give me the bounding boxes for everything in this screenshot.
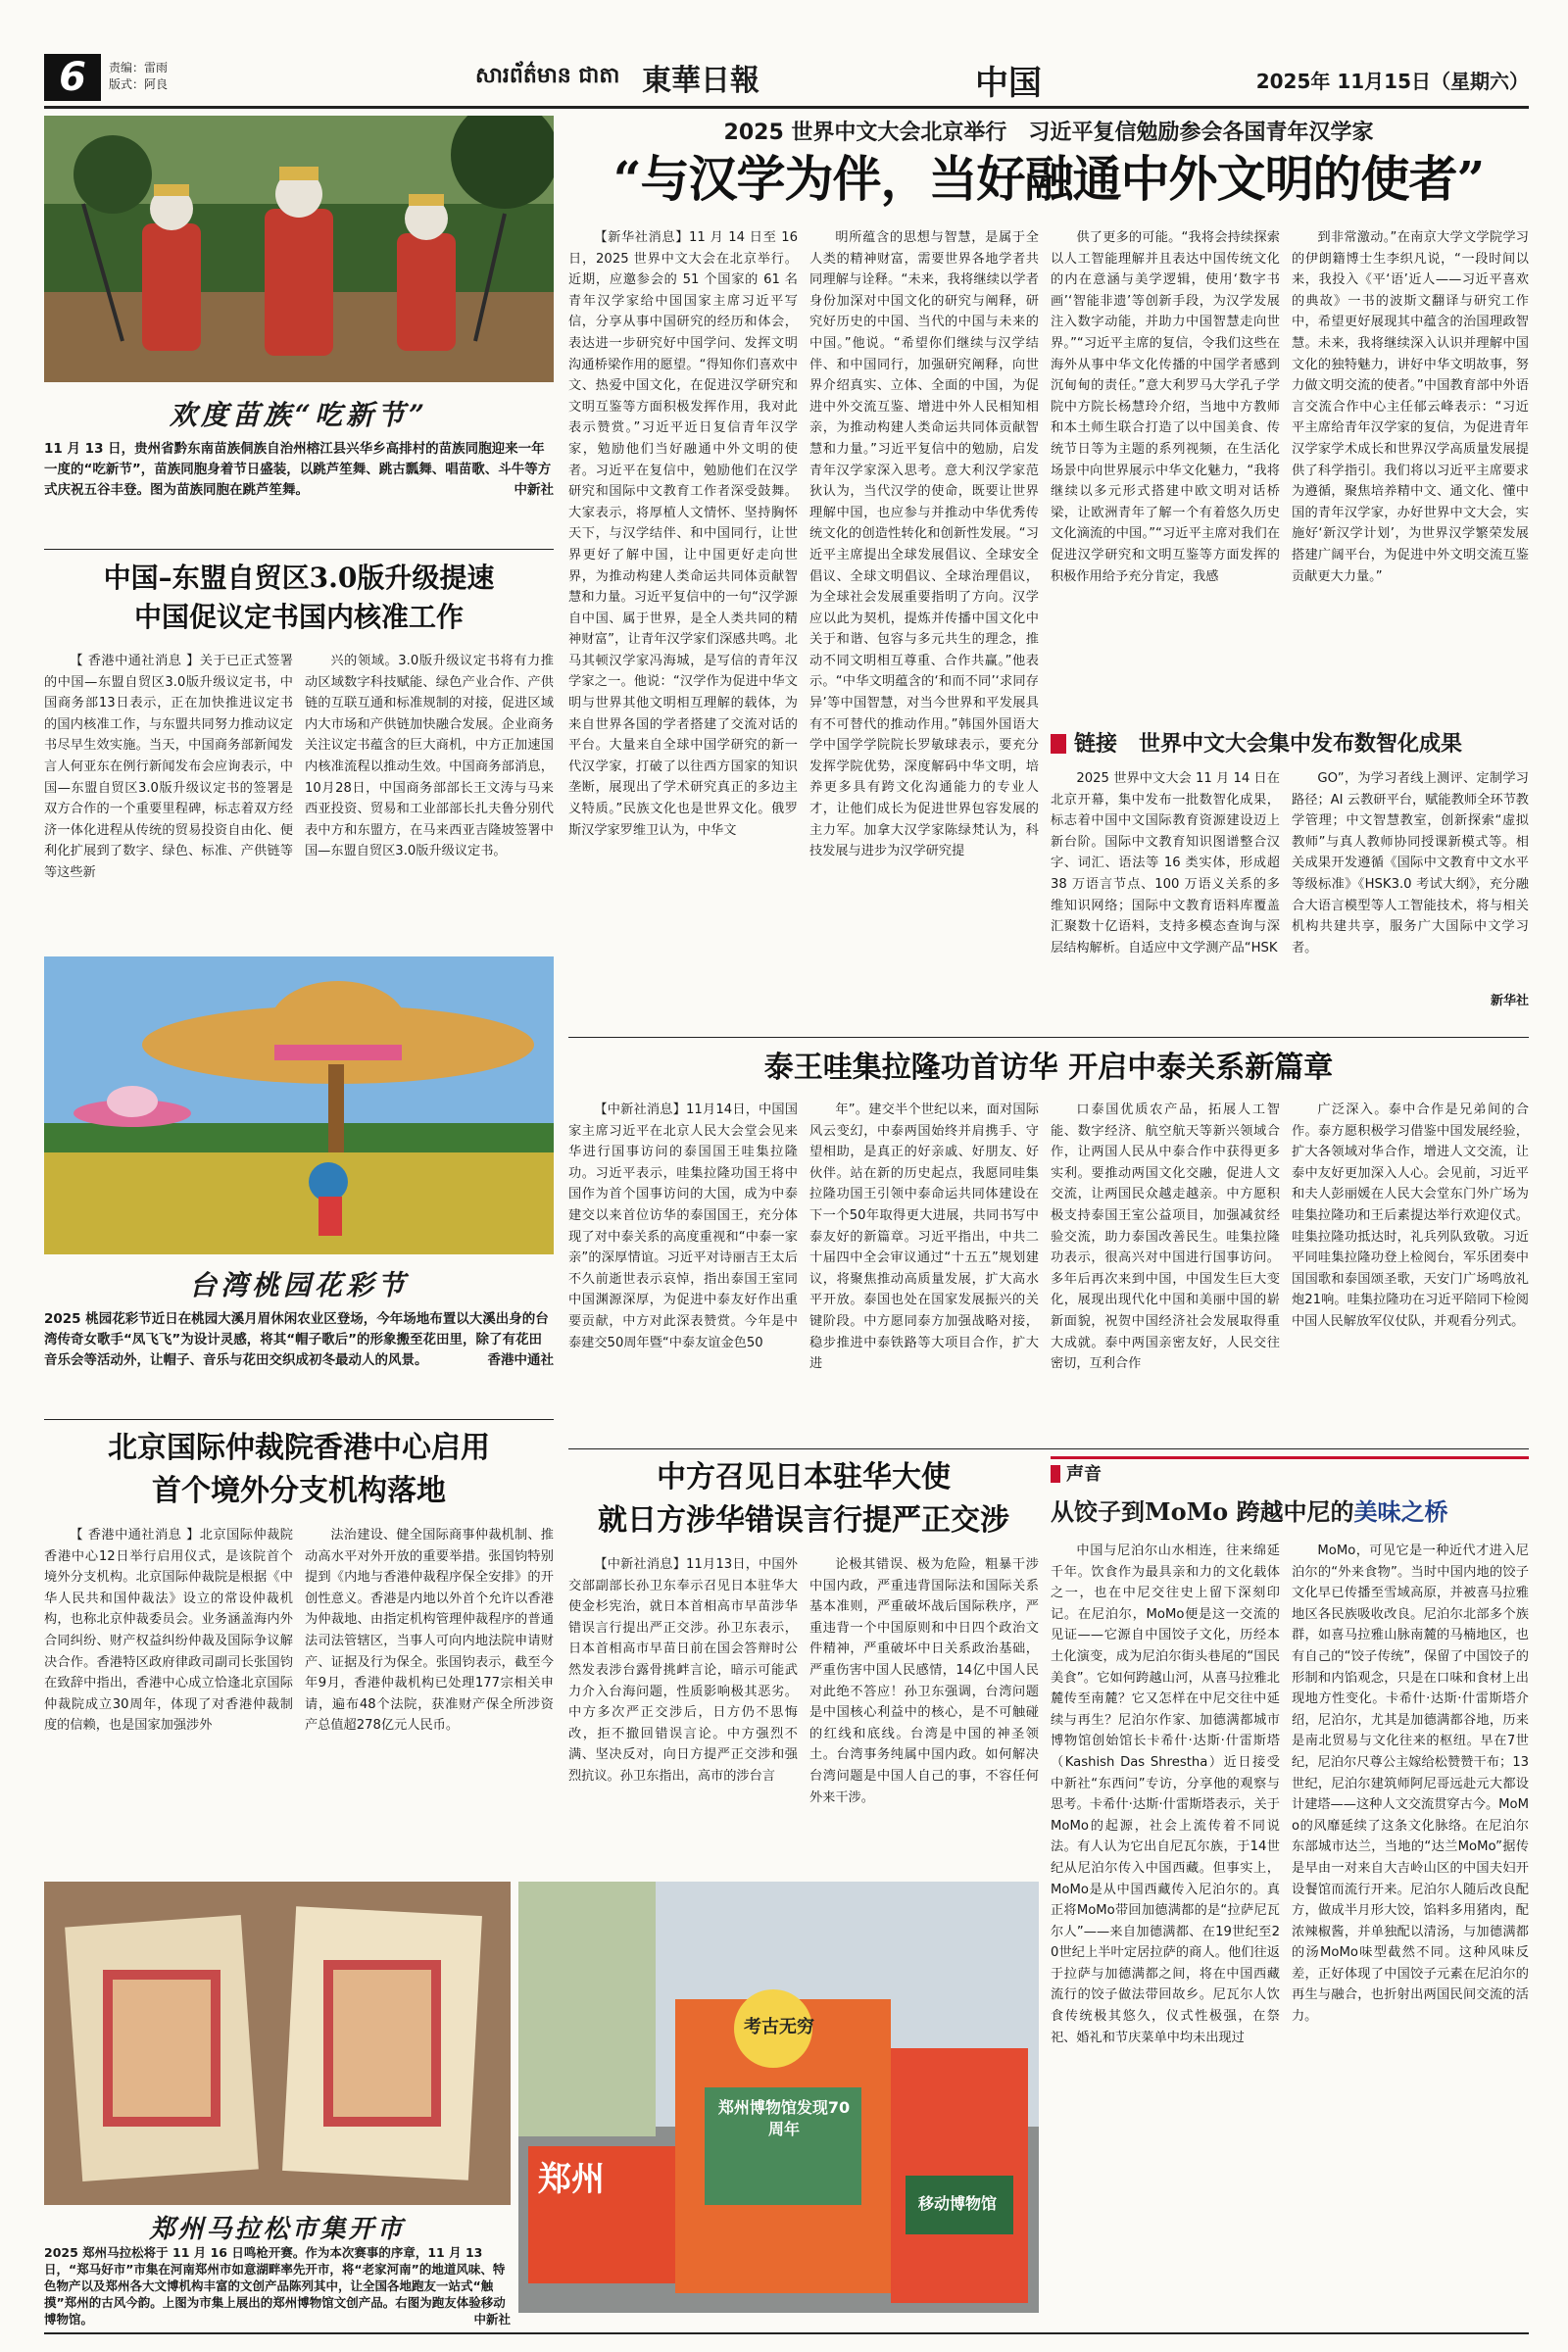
- thailand-col2: 年”。建交半个世纪以来，面对国际风云变幻，中泰两国始终并肩携手、守望相助，是真正的好亲戚、好朋友、好伙伴。站在新的历史起点，我愿同哇集拉隆功国王引领中泰命运共同体建设在下一个50年取得更大进展，共同书写中泰友好的新篇章。习近平指出，中共二十届四中全会审议通过“十五五”规划建议，将聚焦推动高质量发展，扩大高水平开放。泰国也处在国家发展振兴的关键阶段。中方愿同泰方加强战略对接，稳步推进中泰铁路等大项目合作，扩大进: [809, 1102, 1039, 1372]
- taiwan-credit: 香港中通社: [487, 1352, 554, 1368]
- lead-col4: 到非常激动。”在南京大学文学院学习的伊朗籍博士生李织凡说，“一段时间以来，我投入《平‘语’近人——习近平喜欢的典故》一书的波斯文翻译与研究工作中，希望更好展现其中蕴含的治国理政智慧。未来，我将继续深入认识并理解中国文化的独特魅力，讲好中华文明故事，努力做文明交流的使者。”中国教育部中外语言交流合作中心主任郁云峰表示：“习近平主席给青年汉学家的复信，为促进青年汉学家学术成长和世界汉学高质量发展提供了科学指引。我们将以习近平主席要求为遵循，聚焦培养精中文、通文化、懂中国的青年汉学家，办好世界中文大会，实施好‘新汉学计划’，为世界汉学繁荣发展搭建广阔平台，为促进中外文明交流互鉴贡献更大力量。”: [1292, 230, 1529, 584]
- voice-headline: 从饺子到MoMo 跨越中尼的美味之桥: [1051, 1497, 1448, 1526]
- taiwan-caption: 2025 桃园花彩节近日在桃园大溪月眉休闲农业区登场，今年场地布置以大溪出身的台湾传奇女歌手“凤飞飞”为设计灵感，将其“帽子歌后”的形象搬至花田里，除了有花田音乐会等活动外，让帽子、音乐与花田交织成初冬最动人的风景。 香港中通社: [44, 1309, 554, 1413]
- link-marker: [1051, 734, 1066, 754]
- thailand-col1: 【中新社消息】11月14日，中国国家主席习近平在北京人民大会堂会见来华进行国事访问的泰国国王哇集拉隆功。习近平表示，哇集拉隆功国王将中国作为首个国事访问的大国，成为中泰建交以来首位访华的泰国国王，充分体现了对中泰关系的高度重视和“中泰一家亲”的深厚情谊。习近平对诗丽吉王太后不久前逝世表示哀悼，指出泰国王室同中国渊源深厚，为促进中泰友好作出重要贡献，中方对此深表赞赏。今年是中泰建交50周年暨“中泰友谊金色50: [568, 1102, 798, 1350]
- voice-section-label: 声音: [1051, 1456, 1529, 1489]
- taiwan-title: 台湾桃园花彩节: [188, 1269, 409, 1301]
- masthead: [44, 54, 1529, 105]
- voice-col2: MoMo，可见它是一种近代才进入尼泊尔的“外来食物”。当时中国内地的饺子文化早已传播至雪域高原，并被喜马拉雅地区各民族吸收改良。尼泊尔北部多个族群，如喜马拉雅山脉南麓的马楠地区，也有自己的“饺子传统”，保留了中国饺子的形制和内馅观念，只是在口味和食材上出现地方性变化。卡希什·达斯·什雷斯塔介绍，尼泊尔，尤其是加德满都谷地，历来是南北贸易与文化往来的枢纽。早在7世纪，尼泊尔尺尊公主嫁给松赞赞干布；13世纪，尼泊尔建筑师阿尼哥远赴元大都设计建塔——这种人文交流贯穿古今。MoMo的风靡延续了这条文化脉络。在尼泊尔东部城市达兰，当地的“达兰MoMo”据传是早由一对来自大吉岭山区的中国夫妇开设餐馆而流行开来。尼泊尔人随后改良配方，做成半月形大饺，馅料多用猪肉，配浓辣椒酱，并单独配以清汤，与加德满都的汤MoMo味型截然不同。这种风味反差，正好体现了中国饺子元素在尼泊尔的再生与融合，也折射出两国民间交流的活力。: [1292, 1544, 1529, 2025]
- link-col2: GO”，为学习者线上测评、定制学习路径；AI 云教研平台，赋能教师全环节教学管理；中文智慧教室，创新探索“虚拟教师”与真人教师协同授课新模式等。相关成果开发遵循《国际中文教育中文水平等级标准》《HSK3.0 考试大纲》，充分融合大语言模型等人工智能技术，将与相关机构共建共享，服务广大国际中文学习者。: [1292, 771, 1529, 956]
- asean-headline: 中国–东盟自贸区3.0版升级提速 中国促议定书国内核准工作: [103, 562, 495, 633]
- lead-col1: 【新华社消息】11 月 14 日至 16 日，2025 世界中文大会在北京举行。近期，应邀参会的 51 个国家的 61 名青年汉学家给中国国家主席习近平写信，分享从事中国研究的经历和体会，表达进一步研究好中国学问、发挥文明沟通桥梁作用的愿望。“得知你们喜欢中文、热爱中国文化，在促进汉学研究和文明互鉴等方面积极发挥作用，我对此表示赞赏。”习近平近日复信青年汉学家，勉励他们当好融通中外文明的使者。习近平在复信中，勉励他们在汉学研究和国际中文教育工作者深受鼓舞。大家表示，将厚植人文情怀、坚持胸怀天下，与汉学结伴、和中国同行，让世界更好了解中国，让中国更好走向世界，为推动构建人类命运共同体贡献智慧和力量。习近平复信中的一句“汉学源自中国、属于世界，是全人类共同的精神财富”，让青年汉学家们深感共鸣。北马其顿汉学家冯海城，是写信的青年汉学家之一。他说：“汉学作为促进中华文明与世界其他文明相互理解的载体，为来自世界各国的学者搭建了交流对话的平台。大量来自全球中国学研究的新一代汉学家，打破了以往西方国家的知识垄断，展现出了学术研究真正的多边主义特质。”民族文化也是世界文化。俄罗斯汉学家罗维卫认为，中华文: [568, 230, 798, 838]
- japan-headline: 中方召见日本驻华大使 就日方涉华错误言行提严正交涉: [598, 1460, 1009, 1538]
- japan-col2: 论极其错误、极为危险，粗暴干涉中国内政，严重违背国际法和国际关系基本准则，严重破坏战后国际秩序，严重违背一个中国原则和中日四个政治文件精神，严重破坏中日关系政治基础，严重伤害中国人民感情，14亿中国人民对此绝不答应！孙卫东强调，台湾问题是中国核心利益中的核心，是不可触碰的红线和底线。台湾是中国的神圣领土。台湾事务纯属中国内政。如何解决台湾问题是中国人自己的事，不容任何外来干涉。: [809, 1557, 1039, 1805]
- zhengzhou-credit: 中新社: [473, 2312, 511, 2327]
- voice-col1: 中国与尼泊尔山水相连，往来绵延千年。饮食作为最具亲和力的文化载体之一，也在中尼交往史上留下深刻印记。在尼泊尔，MoMo便是这一交流的见证——它源自中国饺子文化，历经本土化演变，成为尼泊尔街头巷尾的“国民美食”。它如何跨越山河，从喜马拉雅北麓传至南麓？它又怎样在中尼交往中延续与再生？尼泊尔作家、加德满都城市博物馆创始馆长卡希什·达斯·什雷斯塔（Kashish Das Shrestha）近日接受中新社“东西问”专访，分享他的观察与思考。卡希什·达斯·什雷斯塔表示，关于MoMo的起源，社会上流传着不同说法。有人认为它出自尼瓦尔族，于14世纪从尼泊尔传入中国西藏。但事实上，MoMo是从中国西藏传入尼泊尔的。真正将MoMo带回加德满都的是“拉萨尼瓦尔人”——来自加德满都、在19世纪至20世纪上半叶定居拉萨的商人。他们往返于拉萨与加德满都之间，将在中国西藏流行的饺子做法带回故乡。尼瓦尔人饮食传统极其悠久，仪式性极强，在祭祀、婚礼和节庆菜单中均未出现过: [1051, 1544, 1280, 2045]
- stall-sign-museum-70: 郑州博物馆发现70周年: [717, 2098, 851, 2138]
- layout-credit: 版式：阿良: [109, 77, 169, 91]
- paper-name-cn: 東華日報: [642, 64, 760, 98]
- lead-col2: 明所蕴含的思想与智慧，是属于全人类的精神财富，需要世界各地学者共同理解与诠释。“未来，我将继续以学者身份加深对中国文化的研究与阐释，研究好历史的中国、当代的中国与未来的中国。”他说。“希望你们继续与汉学结伴、和中国同行，加强研究阐释，向世界介绍真实、立体、全面的中国，为促进中外交流互鉴、增进中外人民相知相亲，为推动构建人类命运共同体贡献智慧和力量。”习近平复信中的勉励，启发青年汉学家深入思考。意大利汉学家范狄认为，当代汉学的使命，既要让世界理解中国，也应参与并推动中华优秀传统文化的创造性转化和创新性发展。“习近平主席提出全球发展倡议、全球安全倡议、全球文明倡议、全球治理倡议，为全球社会发展重要指明了方向。汉学应以此为契机，提炼并传播中国文化中关于和谐、包容与多元共生的理念，推动不同文明相互尊重、合作共赢。”他表示。“中华文明蕴含的‘和而不同’‘求同存异’等中国智慧，对当今世界和平发展具有不可替代的推动作用。”韩国外国语大学中国学学院院长罗敏球表示，要充分发挥学院优势，深度解码中华文明，培养更多具有跨文化沟通能力的专业人才，让他们成长为促进世界包容发展的主力军。加拿大汉学家陈绿梵认为，科技发展与进步为汉学研究提: [809, 230, 1039, 859]
- miao-title: 欢度苗族“吃新节”: [169, 399, 429, 431]
- miao-festival-photo: [44, 116, 554, 382]
- thailand-headline: 泰王哇集拉隆功首访华 开启中泰关系新篇章: [763, 1051, 1334, 1085]
- editor-credit: 责编：雷雨: [109, 61, 169, 74]
- miao-credit: 中新社: [514, 482, 554, 498]
- paper-name-khmer: សារព័ត៌មាន ជាតា: [475, 64, 620, 88]
- arbitration-col1: 【 香港中通社消息 】北京国际仲裁院香港中心12日举行启用仪式，是该院首个境外分支机构。北京国际仲裁院是根据《中华人民共和国仲裁法》设立的常设仲裁机构，也称北京仲裁委员会。业务涵盖海内外合同纠纷、财产权益纠纷仲裁及国际争议解决合作。香港特区政府律政司副司长张国钧在致辞中指出，香港中心成立恰逢北京国际仲裁院成立30周年，体现了对香港仲裁制度的信赖，也是国家加强涉外: [44, 1528, 293, 1734]
- arbitration-col2: 法治建设、健全国际商事仲裁机制、推动高水平对外开放的重要举措。张国钧特别提到《内地与香港仲裁程序保全安排》的开创性意义。香港是内地以外首个允许以香港为仲裁地、由指定机构管理仲裁程序的普通法司法管辖区，当事人可向内地法院申请财产、证据及行为保全。张国钧表示，截至今年9月，香港仲裁机构已处理177宗相关申请，遍布48个法院，获准财产保全所涉资产总值超278亿元人民币。: [305, 1528, 554, 1734]
- footer-rule: [44, 2332, 1529, 2334]
- zhengzhou-caption: 2025 郑州马拉松将于 11 月 16 日鸣枪开赛。作为本次赛事的序章，11 月 13 日，“郑马好市”市集在河南郑州市如意湖畔率先开市，将“老家河南”的地道风味、特色物产以及郑州各大文博机构丰富的文创产品陈列其中，让全国各地跑友一站式“触摸”郑州的古风今韵。上图为市集上展出的郑州博物馆文创产品。右图为跑友体验移动博物馆。 中新社: [44, 2245, 511, 2327]
- zhengzhou-cultural-products-photo: [44, 1882, 511, 2205]
- japan-col1: 【中新社消息】11月13日，中国外交部副部长孙卫东奉示召见日本驻华大使金杉宪治，就日本首相高市早苗涉华错误言行提出严正交涉。孙卫东表示，日本首相高市早苗日前在国会答辩时公然发表涉台露骨挑衅言论，暗示可能武力介入台海问题，性质影响极其恶劣。中方多次严正交涉后，日方仍不思悔改，拒不撤回错误言论。中方强烈不满、坚决反对，向日方提严正交涉和强烈抗议。孙卫东指出，高市的涉台言: [568, 1557, 798, 1784]
- taiwan-flower-festival-photo: [44, 956, 554, 1254]
- link-credit: 新华社: [1490, 994, 1529, 1008]
- stall-sign-archaeology: 考古无穷: [744, 2017, 814, 2037]
- asean-col1: 【 香港中通社消息 】关于已正式签署的中国—东盟自贸区3.0版升级议定书，中国商务部13日表示，正在加快推进议定书的国内核准工作，与东盟共同努力推动议定书尽早生效实施。当天，中国商务部新闻发言人何亚东在例行新闻发布会应询表示，中国—东盟自贸区3.0版升级议定书的签署是双方合作的一个重要里程碑，标志着双方经济一体化进程从传统的贸易投资自由化、便利化扩展到了数字、绿色、标准、产供链等等这些新: [44, 654, 293, 880]
- stall-sign-zhengzhou: 郑州: [538, 2160, 605, 2199]
- thailand-col4: 广泛深入。泰中合作是兄弟间的合作。泰方愿积极学习借鉴中国发展经验，扩大各领域对华合作，增进人文交流，让泰中友好更加深入人心。会见前，习近平和夫人彭丽媛在人民大会堂东门外广场为哇集拉隆功和王后素提达举行欢迎仪式。哇集拉隆功抵达时，礼兵列队致敬。习近平同哇集拉隆功登上检阅台，军乐团奏中国国歌和泰国颂圣歌，天安门广场鸣放礼炮21响。哇集拉隆功在习近平陪同下检阅中国人民解放军仪仗队，并观看分列式。: [1292, 1102, 1529, 1329]
- page-number: 6: [44, 54, 101, 101]
- miao-caption: 11 月 13 日，贵州省黔东南苗族侗族自治州榕江县兴华乡高排村的苗族同胞迎来一年一度的“吃新节”，苗族同胞身着节日盛装，以跳芦笙舞、跳古瓢舞、唱苗歌、斗牛等方式庆祝五谷丰登。图为苗族同胞在跳芦笙舞。 中新社: [44, 439, 554, 543]
- stall-sign-mobile-museum: 移动博物馆: [917, 2194, 997, 2213]
- asean-col2: 兴的领域。3.0版升级议定书将有力推动区域数字科技赋能、绿色产业合作、产供链的互联互通和标准规制的对接，促进区域内大市场和产供链加快融合发展。企业商务关注议定书蕴含的巨大商机，中方正加速国内核准流程以推动生效。中国商务部消息，10月28日，中国商务部部长王文涛与马来西亚投资、贸易和工业部部长扎夫鲁分别代表中方和东盟方，在马来西亚吉隆坡签署中国—东盟自贸区3.0版升级议定书。: [305, 654, 554, 859]
- thailand-col3: 口泰国优质农产品，拓展人工智能、数字经济、航空航天等新兴领域合作，让两国人民从中泰合作中获得更多实利。要推动两国文化交融，促进人文交流，让两国民众越走越亲。中方愿积极支持泰国王室公益项目，加强减贫经验交流，助力泰国改善民生。哇集拉隆功表示，很高兴对中国进行国事访问。多年后再次来到中国，中国发生巨大变化，展现出现代化中国和美丽中国的崭新面貌，祝贺中国经济社会发展取得重大成就。泰中两国亲密友好，人民交往密切，互利合作: [1051, 1102, 1280, 1372]
- zhengzhou-title: 郑州马拉松市集开市: [149, 2215, 406, 2244]
- masthead-rule: [44, 106, 1529, 109]
- lead-headline: “与汉学为伴，当好融通中外文明的使者”: [612, 150, 1485, 208]
- zhengzhou-mobile-museum-photo: [518, 1882, 1039, 2313]
- arbitration-headline: 北京国际仲裁院香港中心启用 首个境外分支机构落地: [108, 1431, 490, 1508]
- lead-col3: 供了更多的可能。“我将会持续探索以人工智能理解并且表达中国传统文化的内在意涵与美学逻辑，使用‘数字书画’‘智能非遗’等创新手段，为汉学发展注入数字动能，并助力中国智慧走向世界。”“习近平主席的复信，令我们这些在海外从事中华文化传播的中国学者感到沉甸甸的责任。”意大利罗马大学孔子学院中方院长杨慧玲介绍，当地中方教师和本土师生联合打造了以中国美食、传统节日等为主题的系列视频，在生活化场景中向世界展示中华文化魅力，“我将继续以多元形式搭建中欧文明对话桥梁，让欧洲青年了解一个有着悠久历史文化滴流的中国。”“习近平主席对我们在促进汉学研究和文明互鉴等方面发挥的积极作用给予充分肯定，我感: [1051, 230, 1280, 584]
- link-col1: 2025 世界中文大会 11 月 14 日在北京开幕，集中发布一批数智化成果，标志着中国中文国际教育资源建设迈上新台阶。国际中文教育知识图谱整合汉字、词汇、语法等 16 类实体，形成超 38 万语言节点、100 万语义关系的多维知识网络；国际中文教育语料库覆盖汇聚数十亿语料，支持多模态查询与深层结构解析。自适应中文学测产品“HSK: [1051, 771, 1280, 956]
- link-title: 链接 世界中文大会集中发布数智化成果: [1051, 727, 1529, 760]
- lead-kicker: 2025 世界中文大会北京举行 习近平复信勉励参会各国青年汉学家: [723, 121, 1374, 145]
- section-name: 中国: [975, 64, 1042, 103]
- issue-date: 2025年 11月15日（星期六）: [1255, 70, 1529, 93]
